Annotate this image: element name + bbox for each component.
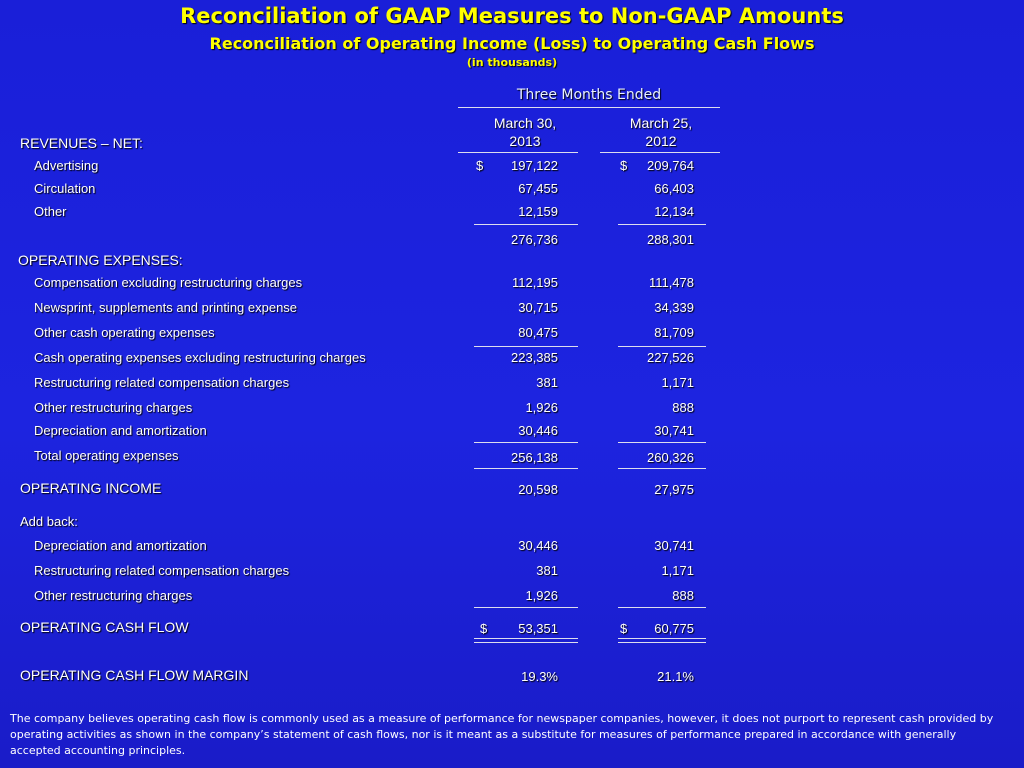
value-2012: 260,326	[647, 450, 694, 465]
value-2012: 81,709	[654, 325, 694, 340]
subtotal-rule	[618, 442, 706, 443]
units-note: (in thousands)	[466, 56, 558, 69]
value-2013: 67,455	[518, 181, 558, 196]
period-header-rule	[458, 107, 720, 108]
value-2012: 888	[672, 400, 694, 415]
dollar-sign: $	[480, 621, 488, 636]
value-2012: 27,975	[654, 482, 694, 497]
row-label: Other cash operating expenses	[34, 325, 215, 340]
value-2013: 276,736	[511, 232, 558, 247]
column-header-2012-line2: 2012	[645, 133, 677, 149]
table-row	[0, 158, 1024, 178]
dollar-sign: $	[620, 158, 628, 173]
expenses-section	[0, 252, 1024, 272]
row-label: Circulation	[34, 181, 96, 196]
table-row	[0, 375, 1024, 395]
operating-cash-flow-row	[0, 619, 1024, 639]
value-2012: 12,134	[654, 204, 694, 219]
row-label: OPERATING INCOME	[20, 480, 162, 496]
table-row-total	[0, 448, 1024, 468]
table-row	[0, 350, 1024, 370]
table-row	[0, 538, 1024, 558]
value-2012: 21.1%	[657, 669, 694, 684]
row-label: Other	[34, 204, 67, 219]
total-double-rule	[474, 638, 578, 639]
value-2013: 30,446	[518, 423, 558, 438]
dollar-sign: $	[476, 158, 484, 173]
value-2013: 19.3%	[521, 669, 558, 684]
column-header-2013-line2: 2013	[509, 133, 541, 149]
value-2013: 381	[536, 375, 558, 390]
row-label: Depreciation and amortization	[34, 423, 207, 438]
value-2012: 1,171	[661, 375, 694, 390]
value-2012: 111,478	[648, 275, 694, 290]
subtotal-rule	[618, 346, 706, 347]
addback-section	[0, 514, 1024, 534]
table-row	[0, 588, 1024, 608]
value-2012: 1,171	[661, 563, 694, 578]
addback-label: Add back:	[20, 514, 78, 529]
value-2012: 30,741	[654, 538, 694, 553]
row-label: Total operating expenses	[34, 448, 179, 463]
value-2012: 30,741	[654, 423, 694, 438]
row-label: OPERATING CASH FLOW MARGIN	[20, 667, 249, 683]
period-header: Three Months Ended	[516, 87, 662, 103]
total-double-rule	[618, 642, 706, 643]
row-label: Depreciation and amortization	[34, 538, 207, 553]
row-label: Newsprint, supplements and printing expense	[34, 300, 298, 315]
footnote: The company believes operating cash flow is commonly used as a measure of performance for newspaper companies, however, it does not purport to represent cash provided by operating activities as shown in the company’s statement of cash flows, nor is it meant as a substitute for measures of performance prepared in accordance with generally accepted accounting principles.	[10, 712, 994, 757]
subtotal-rule	[474, 442, 578, 443]
subtotal-rule	[474, 224, 578, 225]
value-2013: 256,138	[511, 450, 558, 465]
value-2013: 1,926	[525, 588, 558, 603]
value-2013: 381	[536, 563, 558, 578]
table-row	[0, 300, 1024, 320]
subtotal-rule	[474, 468, 578, 469]
row-label: Restructuring related compensation charges	[34, 563, 290, 578]
row-label: OPERATING CASH FLOW	[20, 619, 189, 635]
operating-income-row	[0, 480, 1024, 500]
value-2013: 53,351	[518, 621, 558, 636]
revenues-label: REVENUES – NET:	[20, 135, 143, 151]
revenues-section	[0, 135, 1024, 155]
expenses-label: OPERATING EXPENSES:	[18, 252, 183, 268]
table-row	[0, 181, 1024, 201]
value-2013: 197,122	[511, 158, 558, 173]
subtotal-rule	[618, 468, 706, 469]
value-2012: 209,764	[647, 158, 694, 173]
value-2012: 66,403	[654, 181, 694, 196]
subtotal-rule	[618, 607, 706, 608]
value-2013: 223,385	[511, 350, 558, 365]
value-2013: 30,446	[518, 538, 558, 553]
total-double-rule	[618, 638, 706, 639]
column-header-2013-line1: March 30,	[493, 115, 557, 131]
row-label: Cash operating expenses excluding restructuring charges	[34, 350, 366, 365]
table-row-total	[0, 232, 1024, 252]
value-2013: 112,195	[511, 275, 558, 290]
subtotal-rule	[618, 224, 706, 225]
table-row	[0, 275, 1024, 295]
table-row	[0, 563, 1024, 583]
value-2013: 12,159	[518, 204, 558, 219]
value-2012: 288,301	[647, 232, 694, 247]
value-2012: 60,775	[654, 621, 694, 636]
table-row	[0, 204, 1024, 224]
table-row	[0, 400, 1024, 420]
value-2013: 80,475	[518, 325, 558, 340]
table-row	[0, 423, 1024, 443]
row-label: Other restructuring charges	[34, 588, 193, 603]
row-label: Advertising	[34, 158, 99, 173]
value-2012: 888	[672, 588, 694, 603]
page-subtitle: Reconciliation of Operating Income (Loss) to Operating Cash Flows	[209, 34, 815, 53]
table-row	[0, 325, 1024, 345]
row-label: Restructuring related compensation charges	[34, 375, 290, 390]
total-double-rule	[474, 642, 578, 643]
value-2012: 227,526	[647, 350, 694, 365]
column-header-2012-line1: March 25,	[629, 115, 693, 131]
cash-flow-margin-row	[0, 667, 1024, 687]
value-2013: 1,926	[525, 400, 558, 415]
subtotal-rule	[474, 607, 578, 608]
value-2013: 20,598	[518, 482, 558, 497]
value-2012: 34,339	[654, 300, 694, 315]
row-label: Compensation excluding restructuring charges	[34, 275, 303, 290]
row-label: Other restructuring charges	[34, 400, 193, 415]
page-title: Reconciliation of GAAP Measures to Non-GAAP Amounts	[180, 4, 844, 28]
dollar-sign: $	[620, 621, 628, 636]
value-2013: 30,715	[518, 300, 558, 315]
subtotal-rule	[474, 346, 578, 347]
